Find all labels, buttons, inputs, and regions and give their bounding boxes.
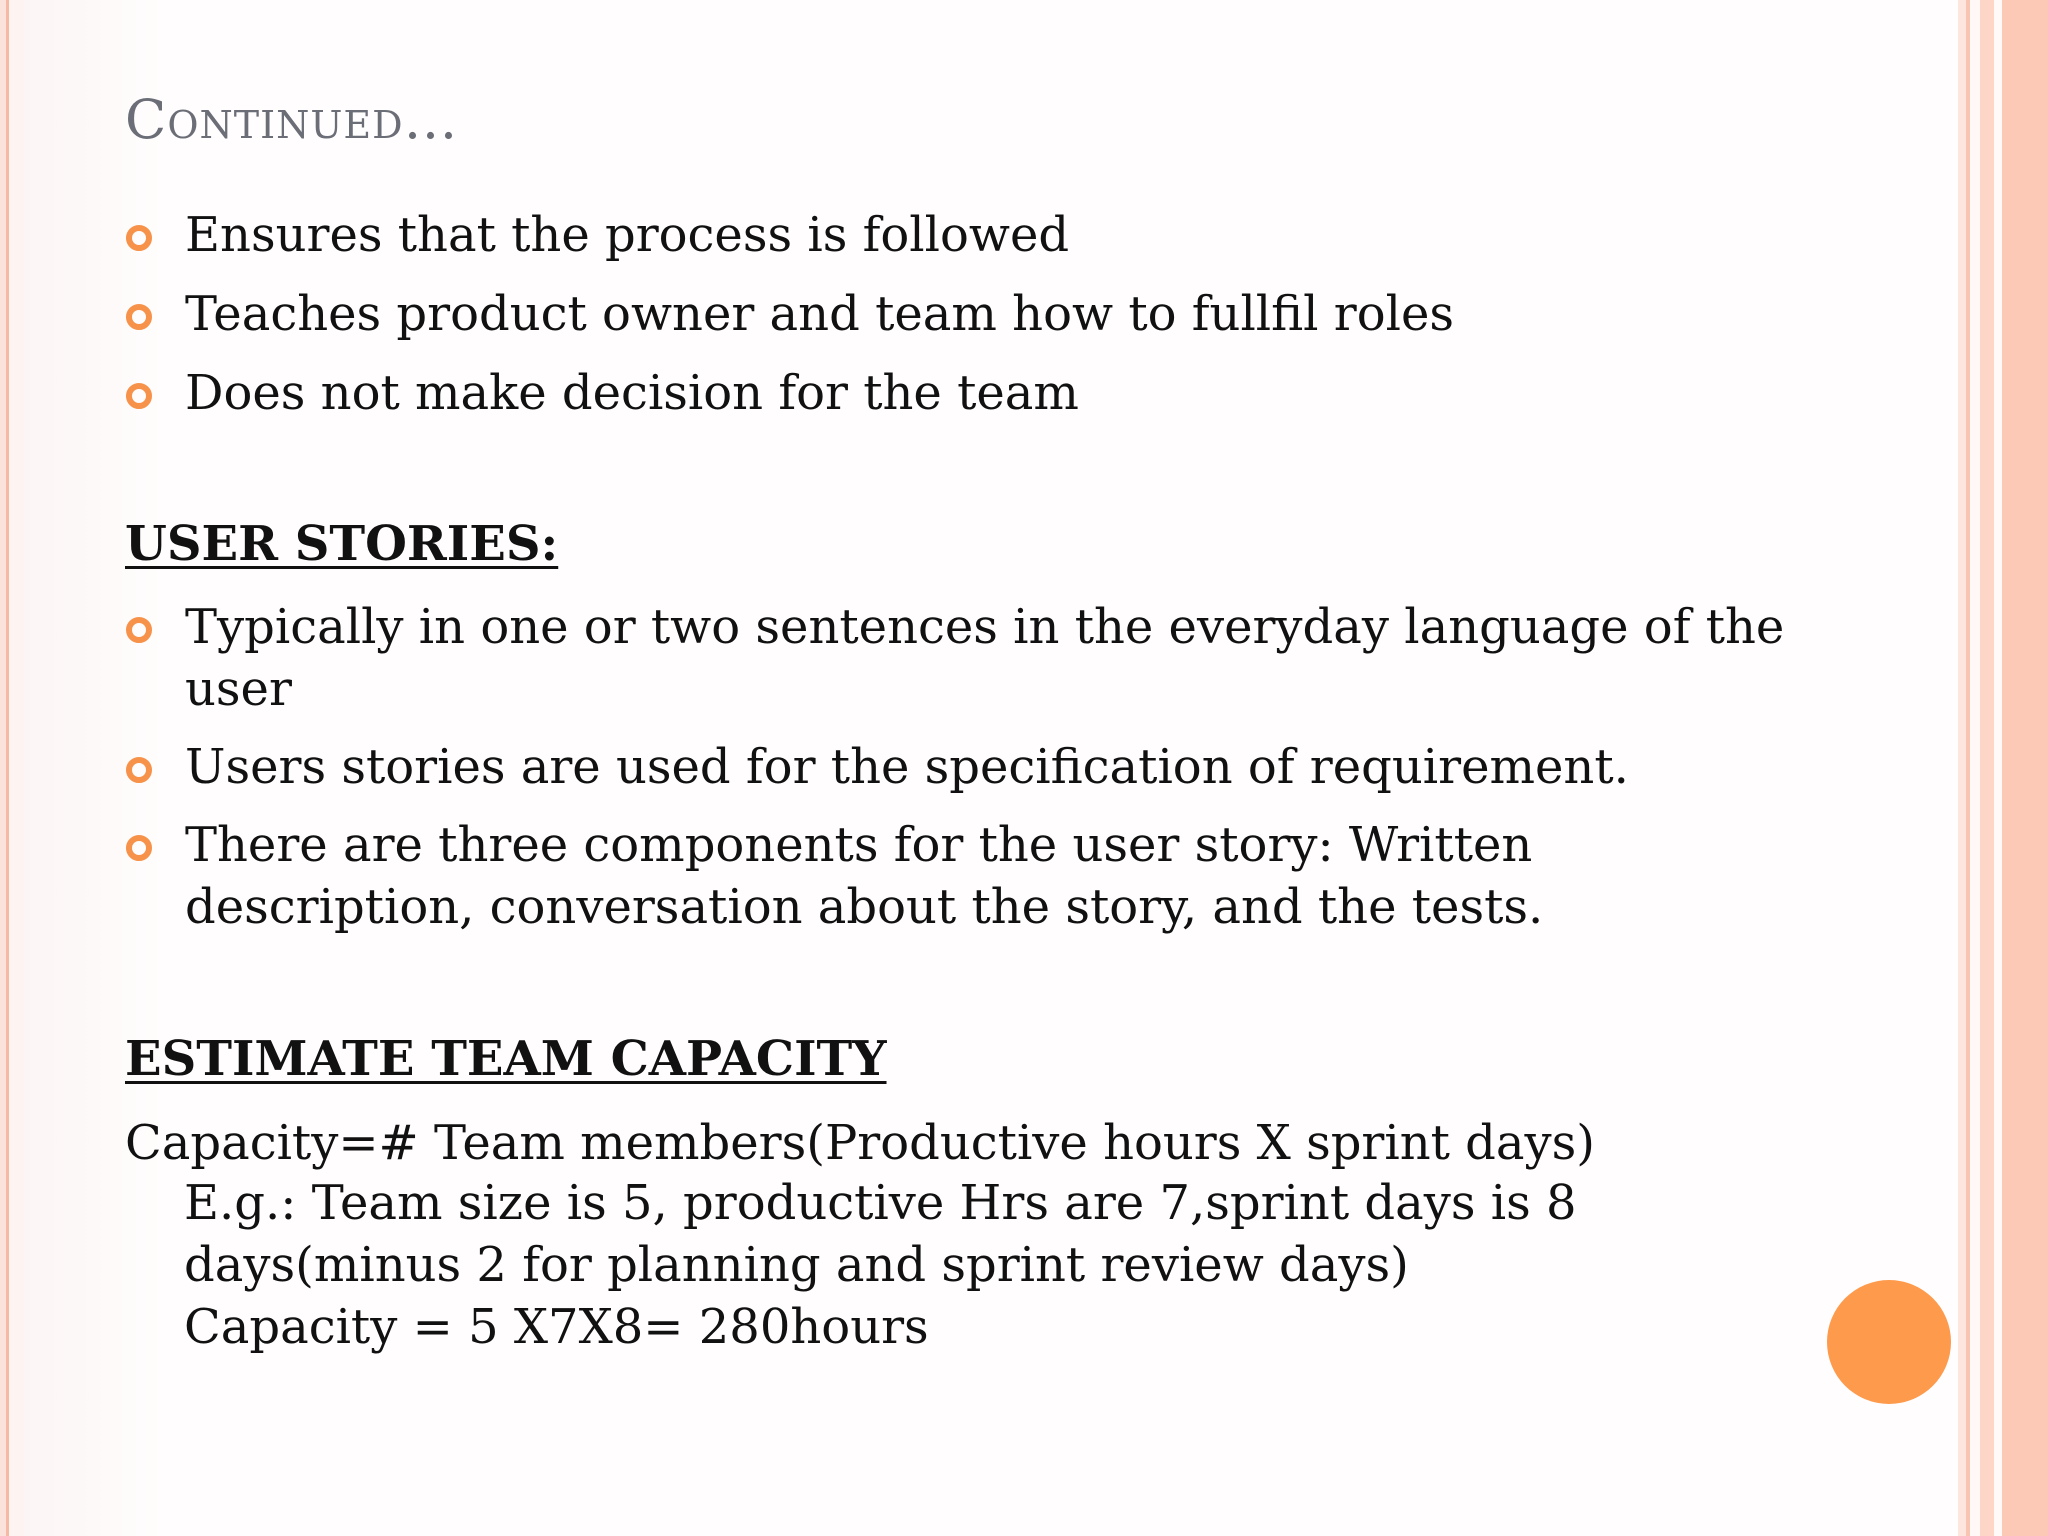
bullet-text-line: user: [185, 661, 292, 717]
example-line: Capacity = 5 X7X8= 280hours: [184, 1299, 929, 1355]
capacity-example: [184, 1172, 1577, 1358]
list-item: [125, 596, 1784, 720]
circle-bullet-icon: [126, 617, 152, 643]
circle-bullet-icon: [126, 225, 152, 251]
orange-circle-decoration: [1827, 1280, 1951, 1404]
list-item: [125, 362, 1454, 424]
bullet-text: Ensures that the process is followed: [185, 207, 1070, 263]
top-bullet-list: [125, 204, 1454, 441]
bullet-text-line: There are three components for the user story: Written: [185, 817, 1533, 873]
left-decorative-border: [0, 0, 24, 1536]
capacity-formula: Capacity=# Team members(Productive hours X sprint days): [125, 1115, 1595, 1171]
slide-title: Continued…: [125, 88, 459, 151]
bullet-text-line: description, conversation about the story, and the tests.: [185, 879, 1544, 935]
list-item: [125, 736, 1784, 798]
bullet-text-line: Users stories are used for the specification of requirement.: [185, 739, 1629, 795]
bullet-text-line: Typically in one or two sentences in the everyday language of the: [185, 599, 1785, 655]
bullet-text: Does not make decision for the team: [185, 365, 1079, 421]
user-stories-heading: USER STORIES:: [125, 516, 559, 572]
right-decorative-stripes: [1958, 0, 2048, 1536]
circle-bullet-icon: [126, 383, 152, 409]
list-item: [125, 204, 1454, 266]
circle-bullet-icon: [126, 835, 152, 861]
example-line: E.g.: Team size is 5, productive Hrs are 7,sprint days is 8: [184, 1175, 1577, 1231]
circle-bullet-icon: [126, 304, 152, 330]
example-line: days(minus 2 for planning and sprint review days): [184, 1237, 1409, 1293]
user-stories-list: [125, 596, 1784, 954]
capacity-heading: ESTIMATE TEAM CAPACITY: [125, 1031, 887, 1087]
bullet-text: Teaches product owner and team how to fullfil roles: [185, 286, 1454, 342]
list-item: [125, 814, 1784, 938]
circle-bullet-icon: [126, 757, 152, 783]
list-item: [125, 283, 1454, 345]
